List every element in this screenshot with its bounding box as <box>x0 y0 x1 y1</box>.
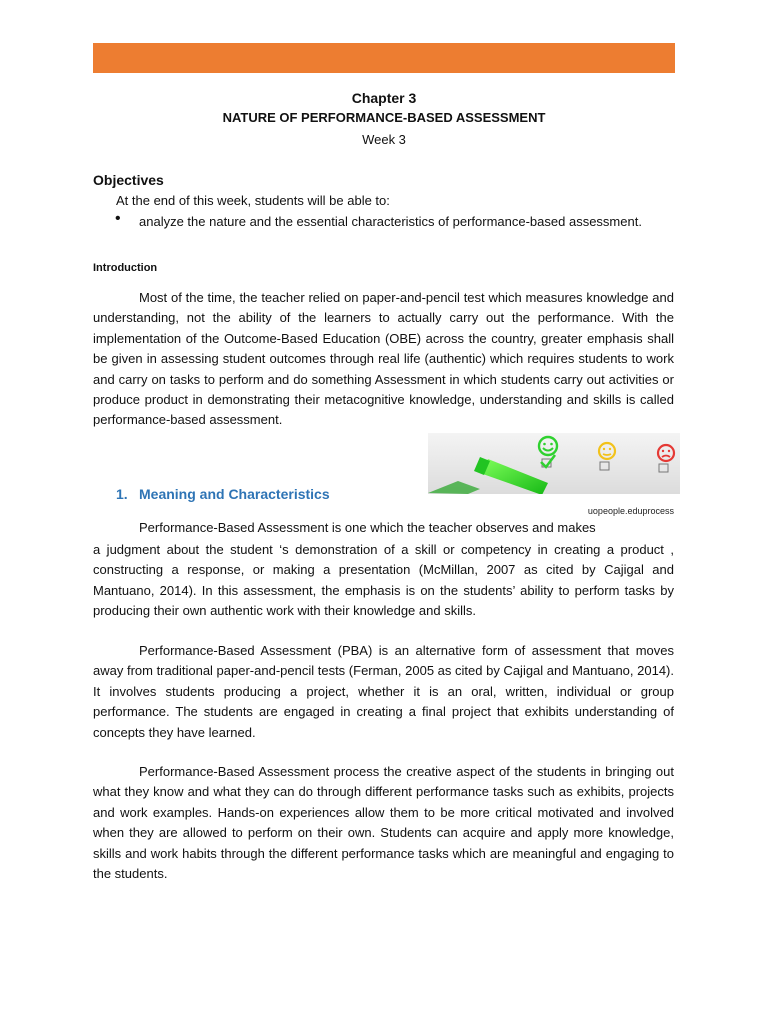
paragraph-2: Performance-Based Assessment (PBA) is an alternative form of assessment that moves away from traditional paper-and-pencil tests (Ferman, 2005 as cited by Cajigal and Mantuano, 2014). It involves students producing a project, whether it is an oral, written, individual or group performance. The students are engaged in creating a final project that exhibits understanding of concepts they have learned. <box>93 643 674 740</box>
section-number: 1. <box>116 486 128 502</box>
objectives-heading: Objectives <box>93 172 164 188</box>
feedback-smileys-image <box>428 433 680 494</box>
week-label: Week 3 <box>362 132 406 147</box>
section-title: Meaning and Characteristics <box>139 486 330 502</box>
header-banner <box>93 43 675 73</box>
chapter-label: Chapter 3 <box>351 90 417 106</box>
paragraph-1-first-line: Performance-Based Assessment is one which the teacher observes and makes <box>139 520 596 535</box>
objectives-intro: At the end of this week, students will be able to: <box>116 193 390 208</box>
image-caption: uopeople.eduprocess <box>587 506 674 516</box>
objective-item: analyze the nature and the essential characteristics of performance-based assessment. <box>139 214 642 229</box>
page-title: NATURE OF PERFORMANCE-BASED ASSESSMENT <box>222 110 546 125</box>
introduction-heading: Introduction <box>93 262 158 274</box>
bullet-icon: • <box>115 210 121 227</box>
paragraph-3: Performance-Based Assessment process the creative aspect of the students in bringing out what they know and what they can do through different performance tasks such as exhibits, projects and work examples. Hands-on experiences allow them to be more critical motivated and involved when they are allowed to perform on their own. Students can acquire and apply more knowledge, skills and work habits through the different performance tasks which are meaningful and engaging to the students. <box>93 764 674 882</box>
section-heading <box>116 486 330 502</box>
paragraph-1-body: a judgment about the student ‘s demonstration of a skill or competency in creating a product , constructing a response, or making a presentation (McMillan, 2007 as cited by Cajigal and Mantuano, 2014). In this assessment, the emphasis is on the students’ ability to perform tasks by producing their own authentic work with their knowledge and skills. <box>93 542 674 619</box>
introduction-paragraph: Most of the time, the teacher relied on paper-and-pencil test which measures knowledge and understanding, not the ability of the learners to actually carry out the performance. With the implementation of the Outcome-Based Education (OBE) across the country, greater emphasis shall be given in assessing student outcomes through real life (authentic) which requires students to work and carry on tasks to perform and do something Assessment in which students carry out activities or produce product in demonstrating their metacognitive knowledge, understanding and skills is called performance-based assessment. <box>93 290 674 428</box>
